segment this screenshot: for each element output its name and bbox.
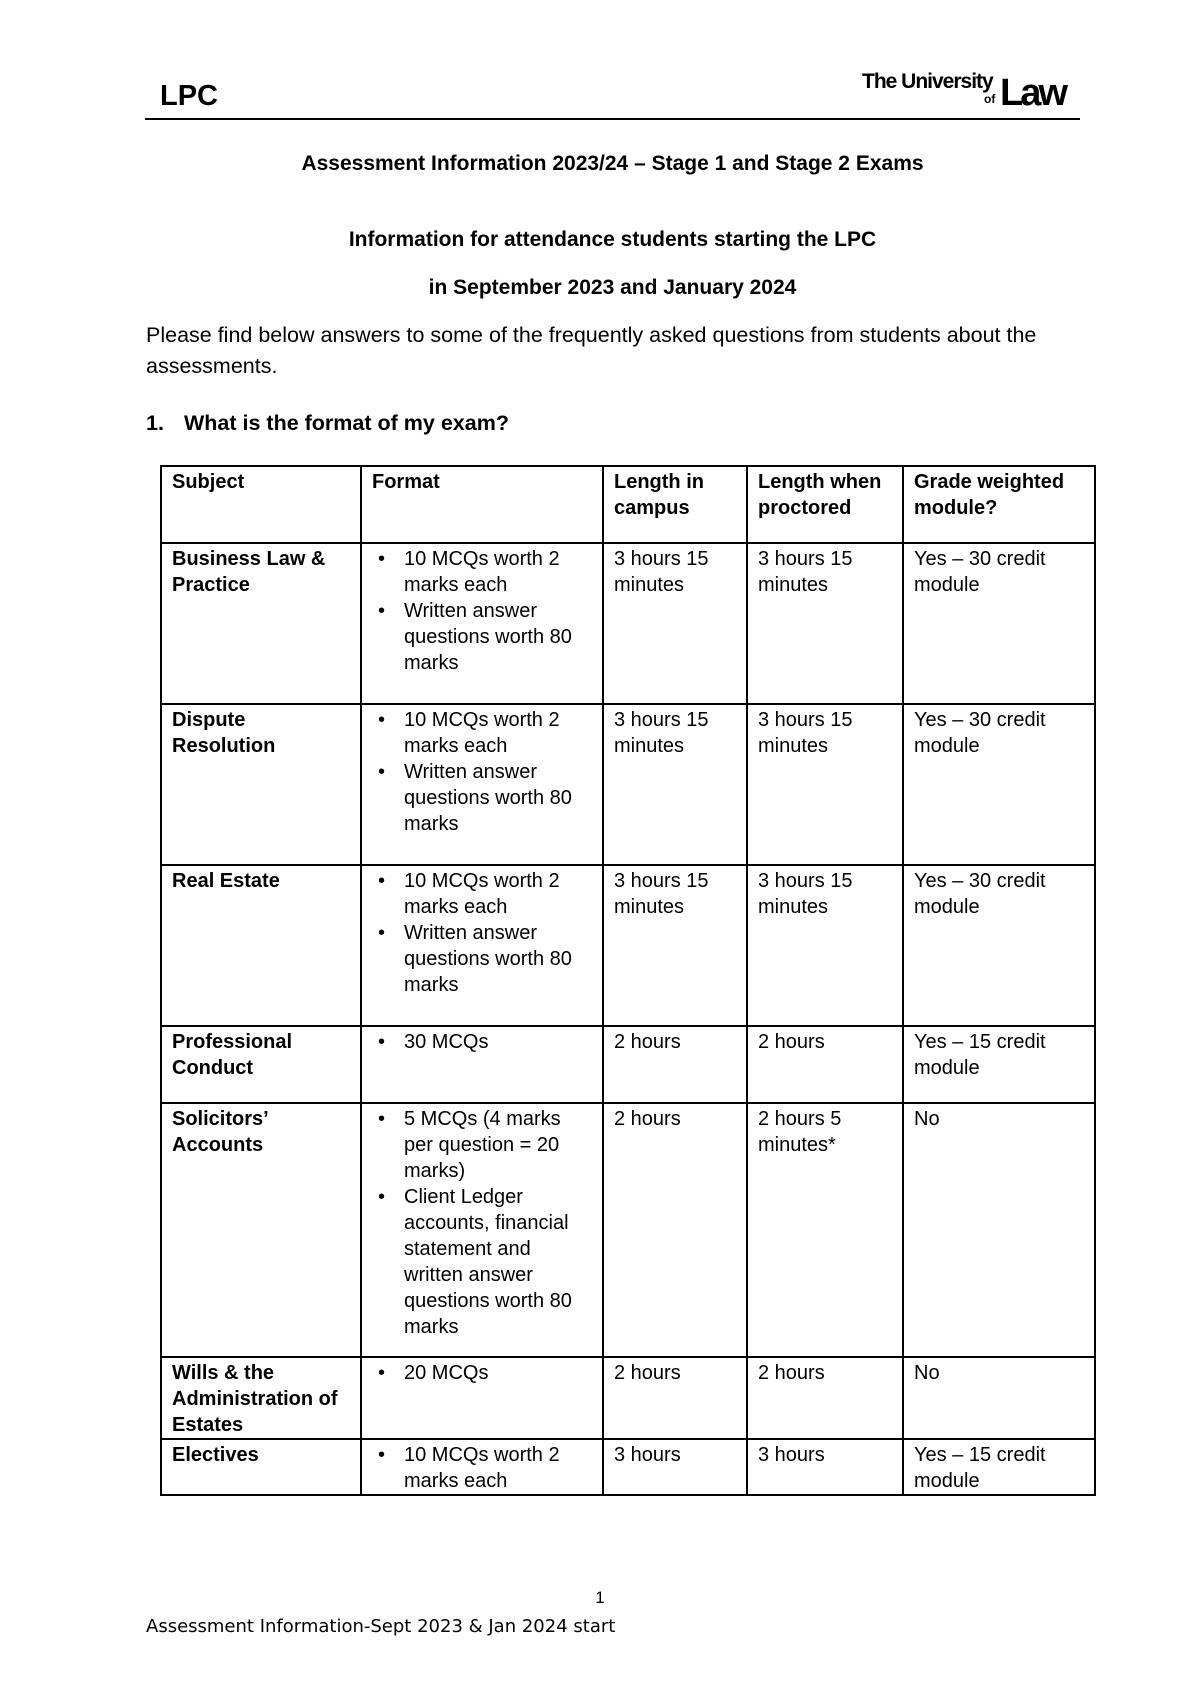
page-footer: Assessment Information-Sept 2023 & Jan 2024 start [146, 1616, 616, 1637]
cell-length-proctored: 2 hours 5 minutes* [747, 1103, 903, 1357]
cell-length-campus: 3 hours 15 minutes [603, 543, 747, 704]
format-item: • Written answer questions worth 80 marks [404, 920, 592, 998]
cell-length-proctored: 2 hours [747, 1026, 903, 1103]
cell-format [361, 704, 603, 865]
cell-format [361, 1357, 603, 1439]
cell-length-campus: 3 hours 15 minutes [603, 865, 747, 1026]
question-text: What is the format of my exam? [184, 411, 509, 435]
subtitle-line2: in September 2023 and January 2024 [428, 276, 797, 299]
header-length-campus: Length in campus [603, 466, 747, 543]
question-heading [146, 411, 509, 436]
cell-length-proctored: 3 hours 15 minutes [747, 865, 903, 1026]
document-title: Assessment Information 2023/24 – Stage 1 and Stage 2 Exams [301, 152, 924, 175]
cell-length-campus: 3 hours [603, 1439, 747, 1495]
cell-subject: Electives [161, 1439, 361, 1495]
intro-paragraph: Please find below answers to some of the frequently asked questions from students about the assessments. [146, 323, 1037, 378]
cell-subject: Wills & the Administration of Estates [161, 1357, 361, 1439]
logo-line1: The University [862, 70, 993, 93]
cell-length-proctored: 3 hours 15 minutes [747, 704, 903, 865]
cell-grade-weighted: Yes – 30 credit module [903, 543, 1095, 704]
header-rule [145, 118, 1080, 120]
cell-grade-weighted: Yes – 15 credit module [903, 1026, 1095, 1103]
cell-subject: Business Law & Practice [161, 543, 361, 704]
subtitle-line1: Information for attendance students starting the LPC [348, 228, 877, 251]
header-format: Format [361, 466, 603, 543]
cell-length-proctored: 2 hours [747, 1357, 903, 1439]
header-lpc: LPC [160, 80, 218, 112]
cell-length-campus: 2 hours [603, 1357, 747, 1439]
cell-grade-weighted: Yes – 30 credit module [903, 704, 1095, 865]
cell-format [361, 865, 603, 1026]
cell-length-proctored: 3 hours [747, 1439, 903, 1495]
cell-grade-weighted: No [903, 1357, 1095, 1439]
cell-length-campus: 2 hours [603, 1026, 747, 1103]
cell-subject: Dispute Resolution [161, 704, 361, 865]
cell-subject: Professional Conduct [161, 1026, 361, 1103]
format-item: • 20 MCQs [404, 1360, 592, 1386]
cell-format [361, 1026, 603, 1103]
cell-grade-weighted: Yes – 30 credit module [903, 865, 1095, 1026]
table-header-row [161, 466, 1095, 543]
format-item: • 5 MCQs (4 marks per question = 20 marks) [404, 1106, 592, 1184]
cell-length-proctored: 3 hours 15 minutes [747, 543, 903, 704]
exam-format-table [160, 465, 1096, 1496]
header-subject: Subject [161, 466, 361, 543]
format-item: • Client Ledger accounts, financial statement and written answer questions worth 80 marks [404, 1184, 592, 1340]
cell-format [361, 1439, 603, 1495]
table-row [161, 865, 1095, 1026]
university-of-law-logo [862, 70, 1072, 114]
header-length-proctored: Length when proctored [747, 466, 903, 543]
format-item: • 30 MCQs [404, 1029, 592, 1055]
format-item: • 10 MCQs worth 2 marks each [404, 707, 592, 759]
format-item: • 10 MCQs worth 2 marks each [404, 546, 592, 598]
cell-length-campus: 2 hours [603, 1103, 747, 1357]
page-number: 1 [595, 1588, 605, 1607]
cell-subject: Real Estate [161, 865, 361, 1026]
table-row [161, 1439, 1095, 1495]
logo-law: Law [1000, 72, 1065, 114]
format-item: • 10 MCQs worth 2 marks each [404, 1442, 592, 1494]
table-row [161, 1357, 1095, 1439]
format-item: • Written answer questions worth 80 marks [404, 759, 592, 837]
cell-format [361, 543, 603, 704]
cell-format [361, 1103, 603, 1357]
cell-grade-weighted: No [903, 1103, 1095, 1357]
header-grade-weighted: Grade weighted module? [903, 466, 1095, 543]
table-row [161, 1103, 1095, 1357]
cell-subject: Solicitors’ Accounts [161, 1103, 361, 1357]
format-item: • Written answer questions worth 80 marks [404, 598, 592, 676]
question-number: 1. [146, 411, 164, 435]
cell-length-campus: 3 hours 15 minutes [603, 704, 747, 865]
cell-grade-weighted: Yes – 15 credit module [903, 1439, 1095, 1495]
format-item: • 10 MCQs worth 2 marks each [404, 868, 592, 920]
logo-of: of [984, 92, 996, 106]
table-row [161, 1026, 1095, 1103]
table-row [161, 704, 1095, 865]
table-row [161, 543, 1095, 704]
